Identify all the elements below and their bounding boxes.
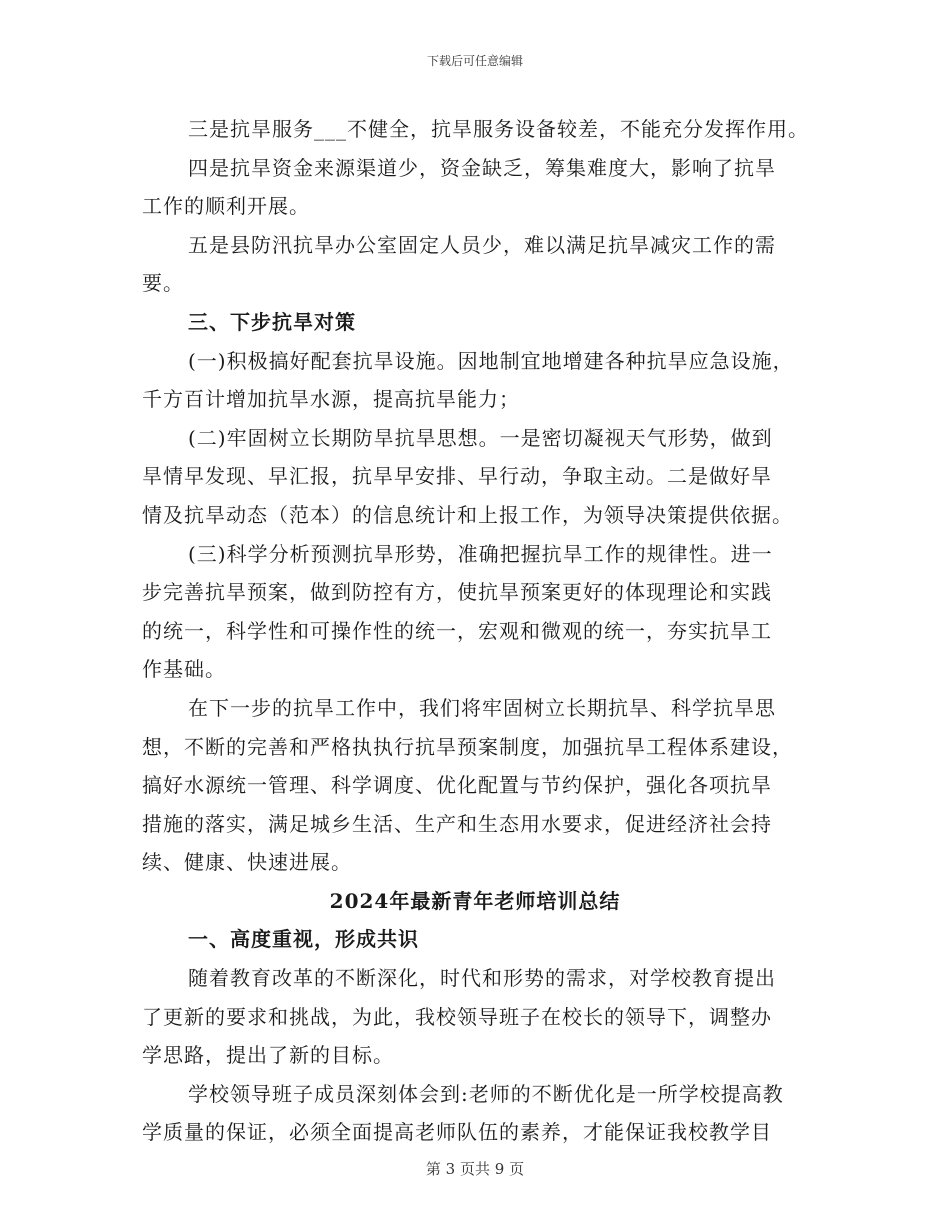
text-line: 要。 <box>142 271 184 296</box>
text-line: 五是县防汛抗旱办公室固定人员少，难以满足抗旱减灾工作的需 <box>188 232 776 257</box>
text-line: 在下一步的抗旱工作中，我们将牢固树立长期抗旱、科学抗旱思 <box>188 695 776 720</box>
text-line: (三)科学分析预测抗旱形势，准确把握抗旱工作的规律性。进一 <box>188 541 773 566</box>
page-footer: 第 3 页共 9 页 <box>425 1160 525 1178</box>
text-line: 作基础。 <box>142 657 226 682</box>
text-line: 措施的落实，满足城乡生活、生产和生态用水要求，促进经济社会持 <box>142 811 772 836</box>
text-line: 学思路，提出了新的目标。 <box>142 1043 394 1068</box>
section-heading: 三、下步抗旱对策 <box>188 309 356 334</box>
text-line: (二)牢固树立长期防旱抗旱思想。一是密切凝视天气形势，做到 <box>188 425 773 450</box>
document-body <box>142 110 808 1152</box>
text-line: 情及抗旱动态（范本）的信息统计和上报工作，为领导决策提供依据。 <box>142 502 793 527</box>
document-title: 2024年最新青年老师培训总结 <box>329 888 621 913</box>
text-line: 搞好水源统一管理、科学调度、优化配置与节约保护，强化各项抗旱 <box>142 773 772 798</box>
text-line: 步完善抗旱预案，做到防控有方，使抗旱预案更好的体现理论和实践 <box>142 580 772 605</box>
text-line: 了更新的要求和挑战，为此，我校领导班子在校长的领导下，调整办 <box>142 1004 772 1029</box>
text-line: 想，不断的完善和严格执执行抗旱预案制度，加强抗旱工程体系建设， <box>142 734 793 759</box>
text-line: 四是抗旱资金来源渠道少，资金缺乏，筹集难度大，影响了抗旱 <box>188 155 776 180</box>
text-line: 学校领导班子成员深刻体会到:老师的不断优化是一所学校提高教 <box>188 1081 784 1106</box>
page-header: 下载后可任意编辑 <box>426 54 523 68</box>
text-line: (一)积极搞好配套抗旱设施。因地制宜地增建各种抗旱应急设施， <box>188 348 794 373</box>
text-line: 随着教育改革的不断深化，时代和形势的需求，对学校教育提出 <box>188 966 776 991</box>
text-line: 续、健康、快速进展。 <box>142 850 352 875</box>
text-line: 学质量的保证，必须全面提高老师队伍的素养，才能保证我校教学目 <box>142 1120 772 1145</box>
text-line: 千方百计增加抗旱水源，提高抗旱能力； <box>142 387 520 412</box>
text-line: 三是抗旱服务___不健全，抗旱服务设备较差，不能充分发挥作用。 <box>188 117 809 141</box>
text-line: 工作的顺利开展。 <box>142 194 310 219</box>
text-line: 的统一，科学性和可操作性的统一，宏观和微观的统一，夯实抗旱工 <box>142 618 772 643</box>
section-heading: 一、高度重视，形成共识 <box>188 927 419 952</box>
text-line: 旱情早发现、早汇报，抗旱早安排、早行动，争取主动。二是做好旱 <box>142 464 772 489</box>
